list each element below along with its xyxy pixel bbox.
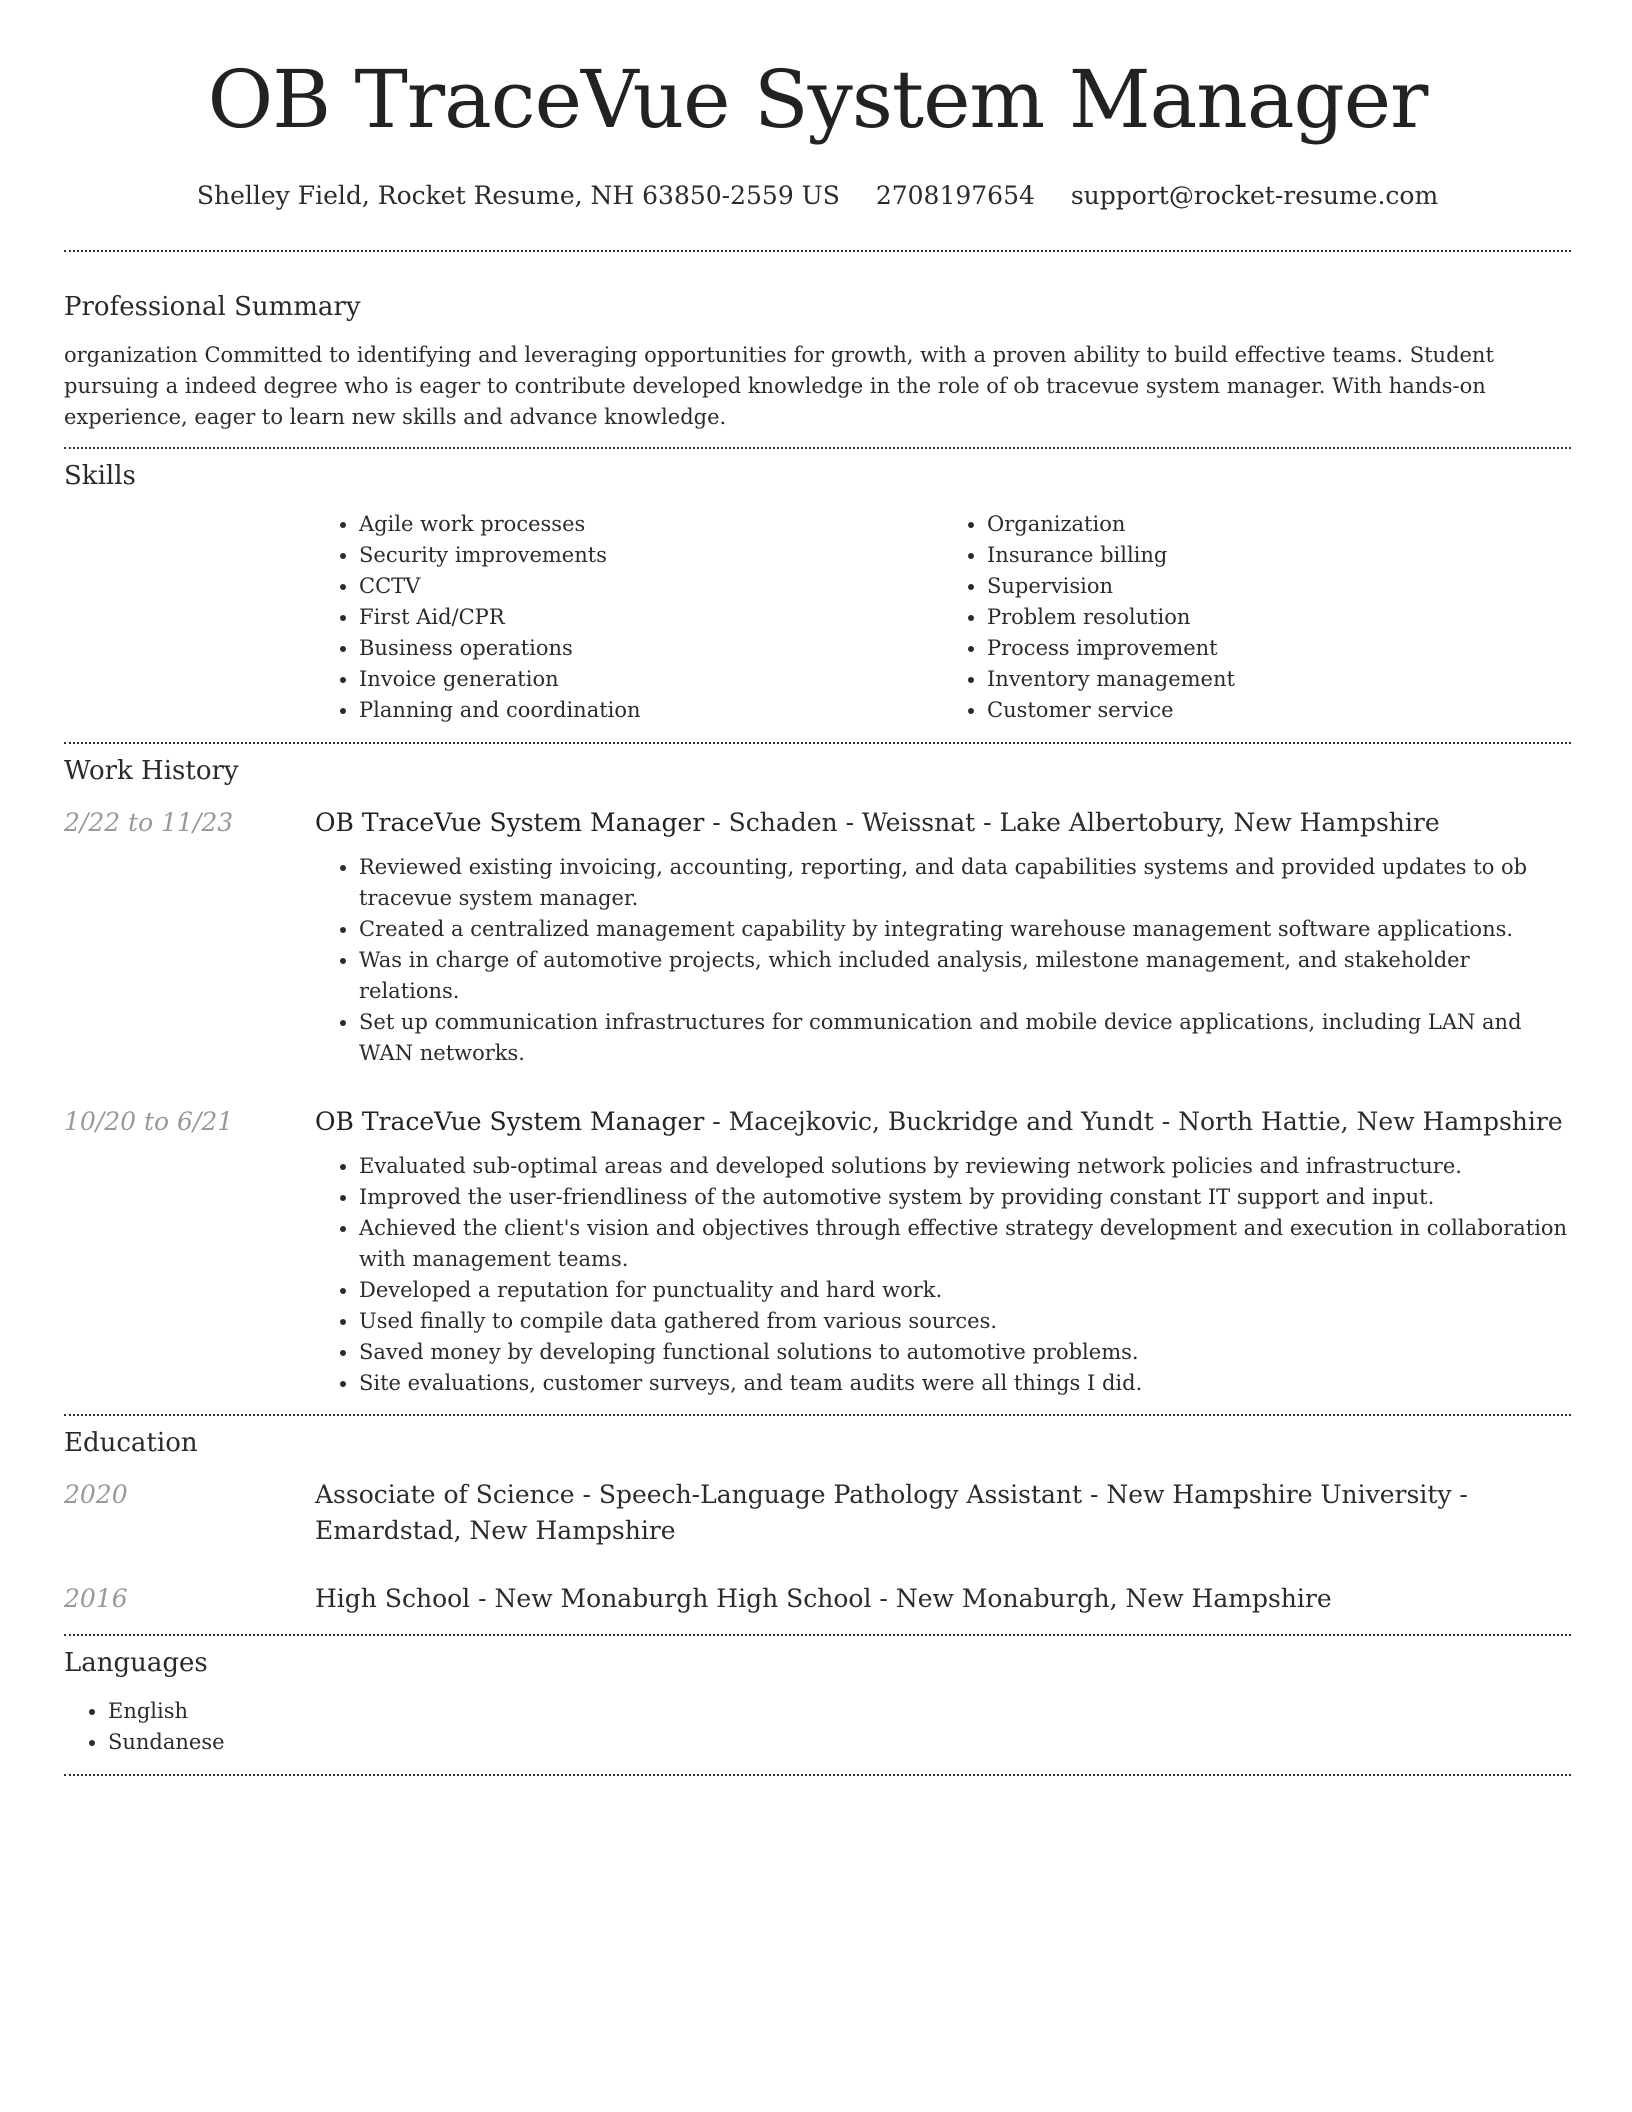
list-item: • Inventory management (987, 664, 1571, 695)
section-title-skills: Skills (64, 461, 136, 491)
job-bullets (315, 852, 1571, 1069)
skills-list (315, 509, 1571, 726)
candidate-name: OB TraceVue System Manager (207, 53, 1428, 146)
list-item: • Process improvement (987, 633, 1571, 664)
education-school: - New Hampshire University - Emardstad, New Hampshire (315, 1480, 1468, 1545)
list-item: • Invoice generation (359, 664, 943, 695)
divider (64, 250, 1571, 252)
divider (64, 1774, 1571, 1776)
job-employer: - Schaden - Weissnat - Lake Albertobury, New Hampshire (704, 808, 1440, 837)
list-item: • Site evaluations, customer surveys, and team audits were all things I did. (359, 1368, 1571, 1399)
list-item: • English (108, 1696, 1571, 1727)
list-item: • Developed a reputation for punctuality and hard work. (359, 1275, 1571, 1306)
skills-column-left (315, 509, 943, 726)
resume-page (64, 0, 1571, 1776)
divider (64, 1634, 1571, 1636)
education-details (315, 1477, 1571, 1549)
job-role: OB TraceVue System Manager (315, 808, 705, 837)
job-heading (315, 805, 1571, 841)
education-year: 2016 (64, 1584, 128, 1613)
job-details (315, 805, 1571, 1069)
list-item: • CCTV (359, 571, 943, 602)
job-employer: - Macejkovic, Buckridge and Yundt - North Hattie, New Hampshire (704, 1107, 1563, 1136)
list-item: • Saved money by developing functional solutions to automotive problems. (359, 1337, 1571, 1368)
list-item: • Was in charge of automotive projects, which included analysis, milestone management, and stakeholder relations. (359, 945, 1571, 1007)
summary-text: organization Committed to identifying and leveraging opportunities for growth, with a proven ability to build effective teams. Student pursuing a indeed degree who is eager to contribute developed knowledge in the role of ob tracevue system manager. With hands-on experience, eager to learn new skills and advance knowledge. (64, 343, 1494, 429)
list-item: • Sundanese (108, 1727, 1571, 1758)
resume-header (64, 0, 1571, 212)
list-item: • Set up communication infrastructures for communication and mobile device applications, including LAN and WAN networks. (359, 1007, 1571, 1069)
job-dates: 2/22 to 11/23 (64, 808, 234, 837)
section-title-work-history: Work History (64, 756, 239, 786)
list-item: • Security improvements (359, 540, 943, 571)
languages-list (64, 1696, 1571, 1758)
phone: 2708197654 (875, 181, 1035, 210)
email: support@rocket-resume.com (1070, 181, 1439, 210)
education-degree: High School (315, 1584, 471, 1613)
list-item: • Organization (987, 509, 1571, 540)
list-item: • First Aid/CPR (359, 602, 943, 633)
section-title-languages: Languages (64, 1648, 208, 1678)
job-entry (64, 805, 1571, 1069)
job-role: OB TraceVue System Manager (315, 1107, 705, 1136)
education-degree: Associate of Science - Speech-Language Pathology Assistant (315, 1480, 1083, 1509)
job-bullets (315, 1151, 1571, 1399)
education-entry (64, 1581, 1571, 1617)
education-year: 2020 (64, 1480, 128, 1509)
education-entry (64, 1477, 1571, 1549)
job-heading (315, 1104, 1571, 1140)
list-item: • Supervision (987, 571, 1571, 602)
skills-column-right (943, 509, 1571, 726)
job-details (315, 1104, 1571, 1414)
list-item: • Reviewed existing invoicing, accounting, reporting, and data capabilities systems and provided updates to ob tracevue system manager. (359, 852, 1571, 914)
section-title-education: Education (64, 1428, 198, 1458)
list-item: • Evaluated sub-optimal areas and developed solutions by reviewing network policies and infrastructure. (359, 1151, 1571, 1182)
list-item: • Used finally to compile data gathered from various sources. (359, 1306, 1571, 1337)
list-item: • Agile work processes (359, 509, 943, 540)
job-entry (64, 1104, 1571, 1414)
job-dates: 10/20 to 6/21 (64, 1107, 234, 1136)
list-item: • Problem resolution (987, 602, 1571, 633)
address: Shelley Field, Rocket Resume, NH 63850-2559 US (196, 181, 840, 210)
list-item: • Improved the user-friendliness of the automotive system by providing constant IT support and input. (359, 1182, 1571, 1213)
list-item: • Business operations (359, 633, 943, 664)
list-item: • Achieved the client's vision and objectives through effective strategy development and execution in collaboration with management teams. (359, 1213, 1571, 1275)
list-item: • Created a centralized management capability by integrating warehouse management software applications. (359, 914, 1571, 945)
education-school: - New Monaburgh High School - New Monaburgh, New Hampshire (470, 1584, 1332, 1613)
divider (64, 447, 1571, 449)
list-item: • Planning and coordination (359, 695, 943, 726)
section-title-summary: Professional Summary (64, 292, 361, 322)
divider (64, 1414, 1571, 1416)
contact-line (64, 180, 1571, 212)
education-details (315, 1581, 1332, 1617)
list-item: • Customer service (987, 695, 1571, 726)
divider (64, 742, 1571, 744)
list-item: • Insurance billing (987, 540, 1571, 571)
